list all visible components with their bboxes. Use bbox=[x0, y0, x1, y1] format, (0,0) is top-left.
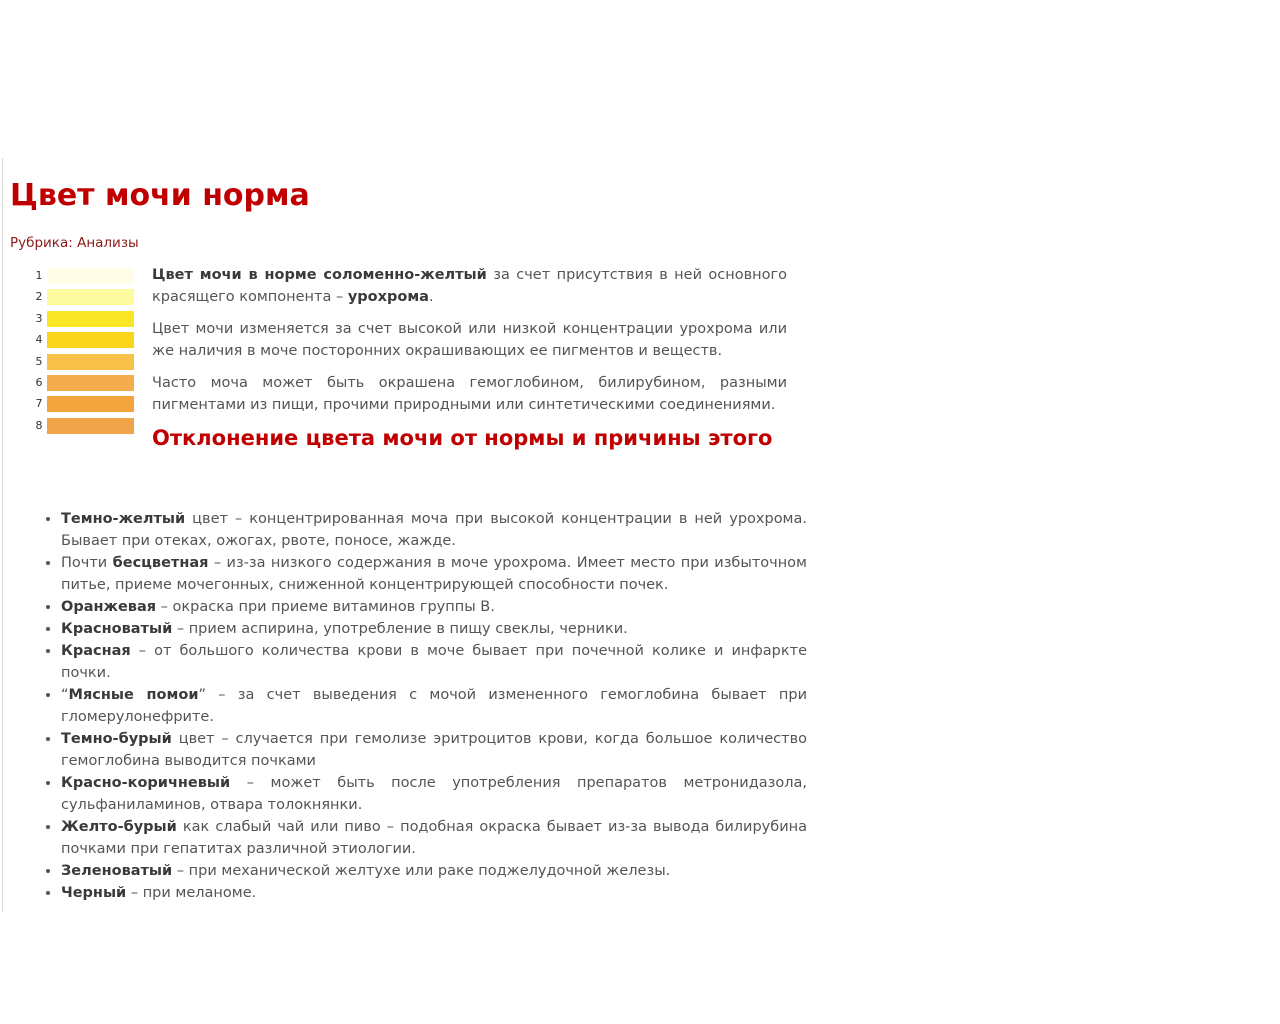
scale-color-swatch bbox=[47, 354, 134, 370]
scale-row bbox=[34, 375, 144, 391]
list-item-description: – от большого количества крови в моче бывает при почечной колике и инфаркте почки. bbox=[61, 643, 807, 681]
scale-number: 4 bbox=[35, 333, 43, 347]
intro-p1-bold2: урохрома bbox=[347, 289, 429, 305]
list-item bbox=[61, 684, 807, 728]
list-item-color-name: Зеленоватый bbox=[61, 863, 173, 879]
list-item-color-name: Оранжевая bbox=[61, 599, 157, 615]
scale-color-swatch bbox=[47, 311, 134, 327]
list-item-description: цвет – случается при гемолизе эритроцитов крови, когда большое количество гемоглобина выводится почками bbox=[61, 731, 807, 769]
intro-paragraph-1 bbox=[152, 264, 787, 308]
intro-p1-bold: Цвет мочи в норме соломенно-желтый bbox=[152, 267, 487, 283]
list-item-color-name: бесцветная bbox=[112, 555, 209, 571]
scale-color-swatch bbox=[47, 396, 134, 412]
scale-row bbox=[34, 311, 144, 327]
list-item-color-name: Темно-бурый bbox=[61, 731, 172, 747]
list-item-color-name: Красно-коричневый bbox=[61, 775, 231, 791]
list-item-color-name: Мясные помои bbox=[68, 687, 199, 703]
scale-row bbox=[34, 418, 144, 434]
list-item bbox=[61, 552, 807, 596]
list-item-color-name: Желто-бурый bbox=[61, 819, 177, 835]
list-item bbox=[61, 618, 807, 640]
list-item bbox=[61, 596, 807, 618]
scale-number: 7 bbox=[35, 397, 43, 411]
list-item bbox=[61, 728, 807, 772]
scale-number: 6 bbox=[35, 375, 43, 389]
list-item-prefix: Почти bbox=[61, 555, 113, 571]
list-item-description: – окраска при приеме витаминов группы В. bbox=[156, 599, 495, 615]
scale-color-swatch bbox=[47, 268, 134, 284]
section-heading: Отклонение цвета мочи от нормы и причины этого bbox=[152, 426, 773, 450]
color-deviation-list bbox=[41, 508, 807, 904]
list-item-color-name: Красноватый bbox=[61, 621, 173, 637]
scale-row bbox=[34, 354, 144, 370]
list-item-color-name: Черный bbox=[61, 885, 127, 901]
list-item bbox=[61, 640, 807, 684]
scale-row bbox=[34, 396, 144, 412]
scale-number: 8 bbox=[35, 418, 43, 432]
list-item-description: – прием аспирина, употребление в пищу свеклы, черники. bbox=[172, 621, 628, 637]
list-item bbox=[61, 772, 807, 816]
scale-row bbox=[34, 268, 144, 284]
urine-color-scale-image bbox=[34, 268, 144, 439]
article bbox=[10, 176, 787, 484]
content-left-border bbox=[2, 158, 3, 912]
list-item bbox=[61, 882, 807, 904]
scale-color-swatch bbox=[47, 375, 134, 391]
scale-number: 1 bbox=[35, 269, 43, 282]
scale-number: 2 bbox=[35, 290, 43, 304]
rubric-label: Рубрика: bbox=[10, 235, 73, 251]
list-item-description: ” – за счет выведения с мочой измененного гемоглобина бывает при гломерулонефрите. bbox=[61, 687, 807, 725]
intro-paragraph-2: Цвет мочи изменяется за счет высокой или низкой концентрации урохрома или же наличия в моче посторонних окрашивающих ее пигментов и веществ. bbox=[152, 321, 787, 359]
intro-section bbox=[10, 264, 787, 484]
scale-color-swatch bbox=[47, 418, 134, 434]
list-item bbox=[61, 860, 807, 882]
intro-paragraph-3: Часто моча может быть окрашена гемоглобином, билирубином, разными пигментами из пищи, прочими природными или синтетическими соединениями. bbox=[152, 375, 787, 413]
list-item bbox=[61, 508, 807, 552]
list-item-color-name: Темно-желтый bbox=[61, 511, 186, 527]
article-title: Цвет мочи норма bbox=[10, 178, 310, 213]
intro-p1-text: за счет присутствия в ней основного красящего компонента – bbox=[152, 267, 788, 305]
list-item-description: цвет – концентрированная моча при высокой концентрации в ней урохрома. Бывает при отеках, ожогах, рвоте, поносе, жажде. bbox=[61, 511, 807, 549]
list-item bbox=[61, 816, 807, 860]
scale-row bbox=[34, 332, 144, 348]
list-item-description: – может быть после употребления препаратов метронидазола, сульфаниламинов, отвара толокнянки. bbox=[61, 775, 807, 813]
list-item-description: – при механической желтухе или раке поджелудочной железы. bbox=[172, 863, 671, 879]
scale-number: 3 bbox=[35, 311, 43, 325]
rubric bbox=[10, 234, 787, 252]
list-item-color-name: Красная bbox=[61, 643, 131, 659]
scale-number: 5 bbox=[35, 354, 43, 368]
rubric-link-analyses[interactable]: Анализы bbox=[77, 235, 139, 251]
scale-color-swatch bbox=[47, 332, 134, 348]
intro-text bbox=[152, 264, 788, 450]
intro-p1-end: . bbox=[428, 289, 434, 305]
list-item-description: – при меланоме. bbox=[126, 885, 257, 901]
list-item-prefix: “ bbox=[61, 687, 69, 703]
scale-row bbox=[34, 289, 144, 305]
list-item-description: – из-за низкого содержания в моче урохрома. Имеет место при избыточном питье, приеме мочегонных, сниженной концентрирующей способности почек. bbox=[61, 555, 807, 593]
list-item-description: как слабый чай или пиво – подобная окраска бывает из-за вывода билирубина почками при гепатитах различной этиологии. bbox=[61, 819, 807, 857]
scale-color-swatch bbox=[47, 289, 134, 305]
